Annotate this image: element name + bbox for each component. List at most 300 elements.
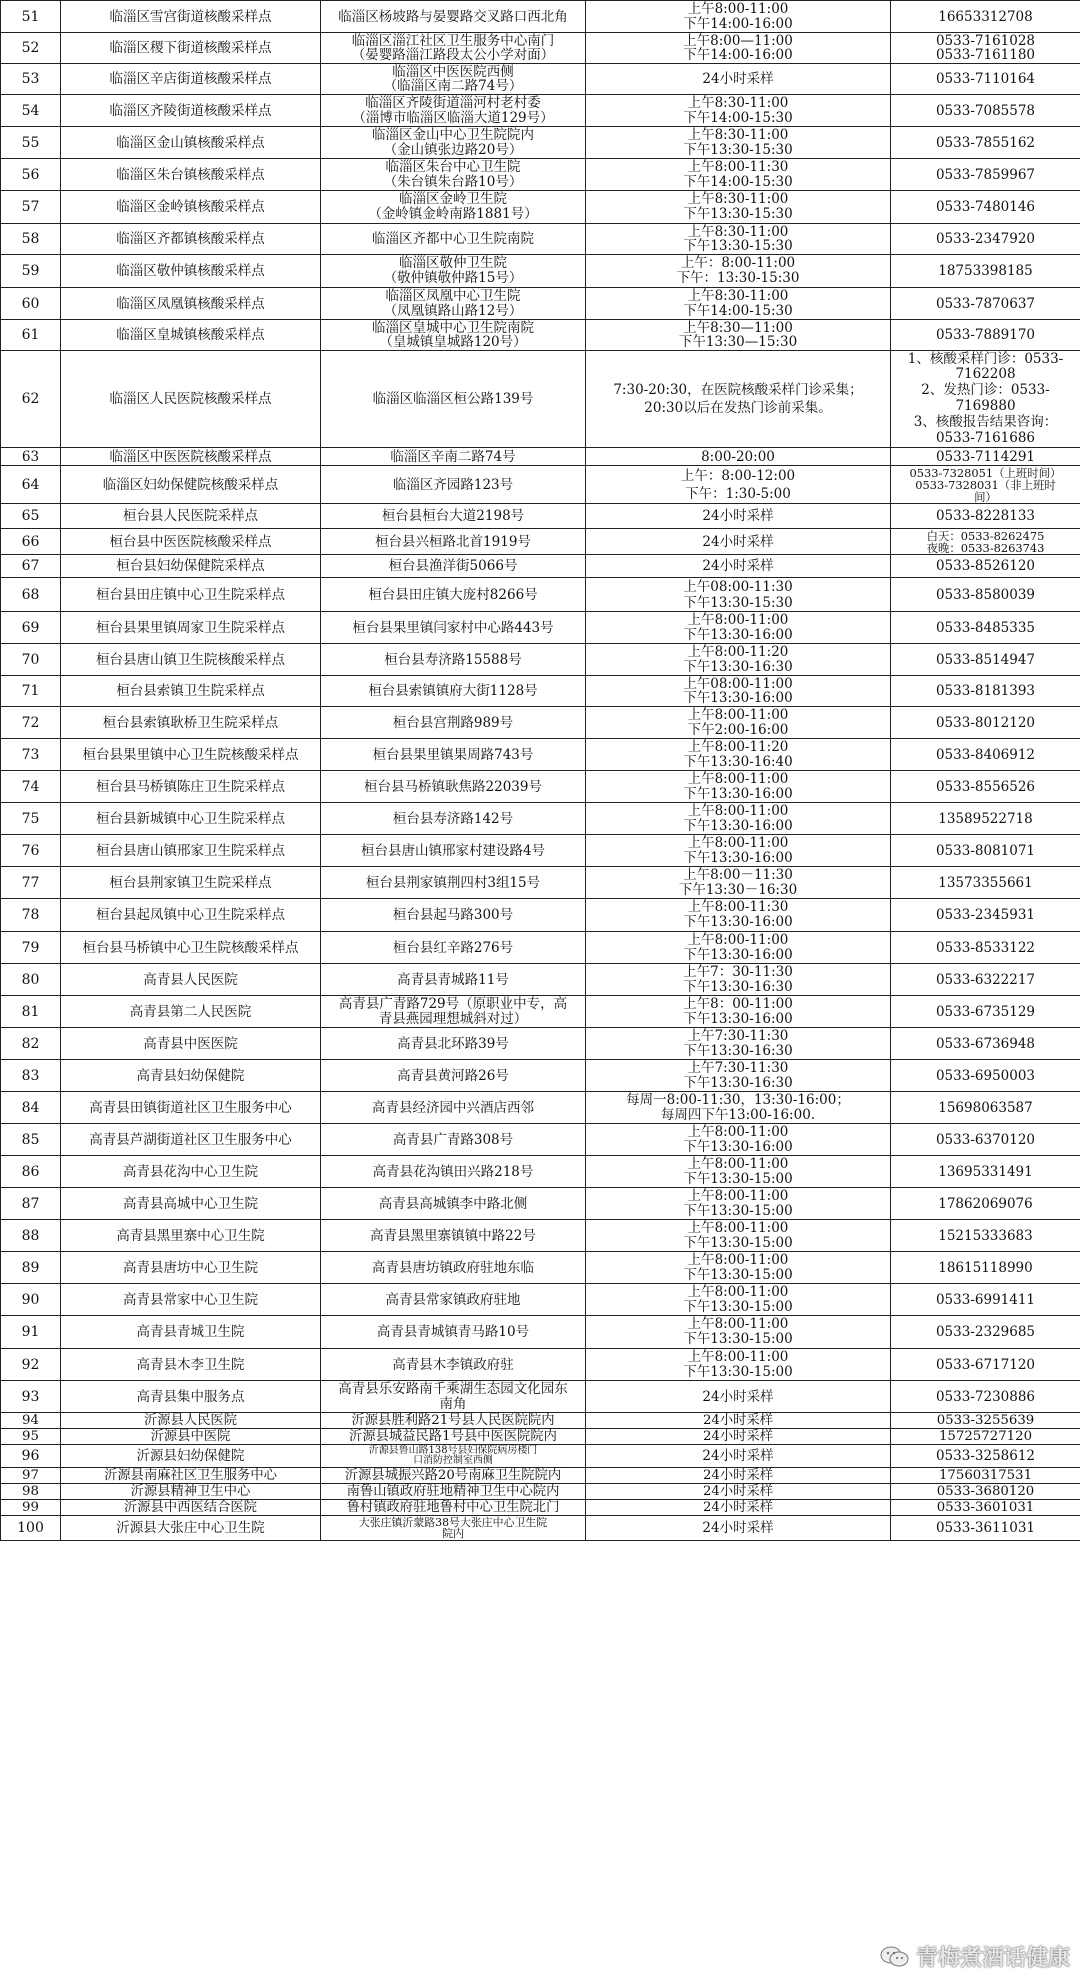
cell-time: 上午8:30-11:00 下午13:30-15:30 bbox=[586, 127, 891, 159]
cell-name: 高青县第二人民医院 bbox=[61, 996, 321, 1028]
cell-time: 上午8:00-11:00 下午13:30-16:00 bbox=[586, 803, 891, 835]
cell-name: 沂源县大张庄中心卫生院 bbox=[61, 1516, 321, 1541]
cell-no: 90 bbox=[1, 1284, 61, 1316]
cell-phone: 1、核酸采样门诊：0533- 7162208 2、发热门诊：0533- 7169880 3、核酸报告结果咨询： 0533-7161686 bbox=[891, 351, 1080, 448]
watermark-text: 青梅煮酒话健康 bbox=[915, 1946, 1070, 1971]
table-row bbox=[1, 1252, 1080, 1284]
cell-no: 82 bbox=[1, 1028, 61, 1060]
cell-name: 高青县妇幼保健院 bbox=[61, 1060, 321, 1092]
cell-time: 上午8:00－11:30 下午13:30－16:30 bbox=[586, 867, 891, 899]
table-row bbox=[1, 191, 1080, 224]
cell-addr: 高青县唐坊镇政府驻地东临 bbox=[321, 1252, 586, 1284]
cell-no: 65 bbox=[1, 504, 61, 529]
cell-time: 上午8:00-11:00 下午13:30-16:00 bbox=[586, 835, 891, 867]
cell-phone: 17560317531 bbox=[891, 1468, 1080, 1484]
cell-no: 77 bbox=[1, 867, 61, 899]
cell-addr: 临淄区齐陵街道淄河村老村委 （淄博市临淄区临淄大道129号） bbox=[321, 95, 586, 127]
cell-phone: 0533-7870637 bbox=[891, 288, 1080, 320]
cell-phone: 15215333683 bbox=[891, 1220, 1080, 1252]
cell-no: 80 bbox=[1, 964, 61, 996]
cell-time: 24小时采样 bbox=[586, 1381, 891, 1413]
cell-phone: 0533-7110164 bbox=[891, 64, 1080, 95]
cell-name: 桓台县马桥镇中心卫生院核酸采样点 bbox=[61, 932, 321, 964]
cell-addr: 高青县黑里寨镇镇中路22号 bbox=[321, 1220, 586, 1252]
cell-phone: 0533-8406912 bbox=[891, 739, 1080, 771]
cell-no: 88 bbox=[1, 1220, 61, 1252]
cell-time: 8:00-20:00 bbox=[586, 448, 891, 466]
cell-phone: 13573355661 bbox=[891, 867, 1080, 899]
cell-addr: 桓台县起马路300号 bbox=[321, 899, 586, 932]
cell-no: 74 bbox=[1, 771, 61, 803]
cell-time: 24小时采样 bbox=[586, 529, 891, 555]
cell-addr: 临淄区辛南二路74号 bbox=[321, 448, 586, 466]
cell-addr: 高青县北环路39号 bbox=[321, 1028, 586, 1060]
cell-addr: 临淄区齐都中心卫生院南院 bbox=[321, 224, 586, 255]
cell-phone: 0533-8012120 bbox=[891, 707, 1080, 739]
cell-no: 99 bbox=[1, 1500, 61, 1516]
cell-addr: 临淄区临淄区桓公路139号 bbox=[321, 351, 586, 448]
cell-name: 桓台县果里镇周家卫生院采样点 bbox=[61, 612, 321, 644]
cell-name: 临淄区齐陵街道核酸采样点 bbox=[61, 95, 321, 127]
cell-time: 上午8:00-11:00 下午13:30-16:00 bbox=[586, 612, 891, 644]
cell-no: 66 bbox=[1, 529, 61, 555]
table-row bbox=[1, 932, 1080, 964]
cell-no: 62 bbox=[1, 351, 61, 448]
cell-time: 上午8:30-11:00 下午13:30-15:30 bbox=[586, 191, 891, 224]
cell-phone: 0533-7114291 bbox=[891, 448, 1080, 466]
cell-name: 沂源县中医院 bbox=[61, 1429, 321, 1445]
cell-name: 桓台县果里镇中心卫生院核酸采样点 bbox=[61, 739, 321, 771]
table-row bbox=[1, 1284, 1080, 1316]
cell-name: 临淄区中医医院核酸采样点 bbox=[61, 448, 321, 466]
cell-time: 上午：8:00-11:00 下午：13:30-15:30 bbox=[586, 255, 891, 288]
cell-no: 91 bbox=[1, 1316, 61, 1349]
cell-time: 24小时采样 bbox=[586, 555, 891, 578]
cell-no: 54 bbox=[1, 95, 61, 127]
cell-no: 98 bbox=[1, 1484, 61, 1500]
cell-phone: 0533-6736948 bbox=[891, 1028, 1080, 1060]
cell-phone: 0533-6735129 bbox=[891, 996, 1080, 1028]
cell-phone: 0533-7889170 bbox=[891, 320, 1080, 351]
cell-addr: 临淄区齐园路123号 bbox=[321, 466, 586, 504]
cell-addr: 桓台县田庄镇大庞村8266号 bbox=[321, 578, 586, 612]
cell-phone: 0533-6991411 bbox=[891, 1284, 1080, 1316]
cell-phone: 白天：0533-8262475 夜晚：0533-8263743 bbox=[891, 529, 1080, 555]
table-row bbox=[1, 1316, 1080, 1349]
cell-phone: 0533-7855162 bbox=[891, 127, 1080, 159]
cell-time: 上午8:00—11:00 下午14:00-16:00 bbox=[586, 33, 891, 64]
cell-phone: 0533-7328051（上班时间） 0533-7328031（非上班时 间） bbox=[891, 466, 1080, 504]
cell-addr: 高青县花沟镇田兴路218号 bbox=[321, 1156, 586, 1188]
cell-no: 87 bbox=[1, 1188, 61, 1220]
cell-time: 24小时采样 bbox=[586, 504, 891, 529]
cell-phone: 0533-3611031 bbox=[891, 1516, 1080, 1541]
cell-time: 上午8:00-11:00 下午13:30-15:00 bbox=[586, 1252, 891, 1284]
cell-name: 沂源县人民医院 bbox=[61, 1413, 321, 1429]
cell-no: 75 bbox=[1, 803, 61, 835]
cell-no: 69 bbox=[1, 612, 61, 644]
cell-phone: 16653312708 bbox=[891, 1, 1080, 33]
cell-time: 24小时采样 bbox=[586, 64, 891, 95]
cell-addr: 桓台县荆家镇荆四村3组15号 bbox=[321, 867, 586, 899]
cell-time: 24小时采样 bbox=[586, 1516, 891, 1541]
cell-addr: 沂源县鲁山路138号县妇保院病房楼门 口消防控制室西侧 bbox=[321, 1445, 586, 1468]
cell-time: 24小时采样 bbox=[586, 1445, 891, 1468]
cell-time: 24小时采样 bbox=[586, 1484, 891, 1500]
cell-name: 临淄区金岭镇核酸采样点 bbox=[61, 191, 321, 224]
cell-no: 94 bbox=[1, 1413, 61, 1429]
cell-no: 76 bbox=[1, 835, 61, 867]
table-row bbox=[1, 33, 1080, 64]
cell-name: 临淄区金山镇核酸采样点 bbox=[61, 127, 321, 159]
cell-name: 临淄区雪宫街道核酸采样点 bbox=[61, 1, 321, 33]
cell-time: 上午8:00-11:30 下午13:30-16:00 bbox=[586, 899, 891, 932]
cell-name: 高青县唐坊中心卫生院 bbox=[61, 1252, 321, 1284]
table-row bbox=[1, 867, 1080, 899]
cell-no: 81 bbox=[1, 996, 61, 1028]
cell-phone: 0533-7480146 bbox=[891, 191, 1080, 224]
cell-phone: 0533-7230886 bbox=[891, 1381, 1080, 1413]
cell-phone: 0533-3680120 bbox=[891, 1484, 1080, 1500]
table-row bbox=[1, 1028, 1080, 1060]
table-row bbox=[1, 466, 1080, 504]
cell-time: 上午7:30-11:30 下午13:30-16:30 bbox=[586, 1060, 891, 1092]
table-row bbox=[1, 1468, 1080, 1484]
cell-addr: 沂源县城振兴路20号南麻卫生院院内 bbox=[321, 1468, 586, 1484]
cell-name: 临淄区辛店街道核酸采样点 bbox=[61, 64, 321, 95]
cell-no: 96 bbox=[1, 1445, 61, 1468]
cell-phone: 0533-7161028 0533-7161180 bbox=[891, 33, 1080, 64]
cell-time: 24小时采样 bbox=[586, 1413, 891, 1429]
table-row bbox=[1, 644, 1080, 676]
cell-addr: 桓台县唐山镇邢家村建设路4号 bbox=[321, 835, 586, 867]
cell-name: 临淄区妇幼保健院核酸采样点 bbox=[61, 466, 321, 504]
cell-addr: 高青县乐安路南千乘湖生态园文化园东 南角 bbox=[321, 1381, 586, 1413]
cell-addr: 临淄区敬仲卫生院 （敬仲镇敬仲路15号） bbox=[321, 255, 586, 288]
table-row bbox=[1, 288, 1080, 320]
cell-no: 92 bbox=[1, 1349, 61, 1381]
cell-addr: 桓台县渔洋街5066号 bbox=[321, 555, 586, 578]
table-row bbox=[1, 224, 1080, 255]
cell-phone: 13695331491 bbox=[891, 1156, 1080, 1188]
cell-no: 93 bbox=[1, 1381, 61, 1413]
cell-no: 100 bbox=[1, 1516, 61, 1541]
table-row bbox=[1, 1413, 1080, 1429]
cell-name: 高青县中医医院 bbox=[61, 1028, 321, 1060]
cell-time: 上午8:00-11:00 下午13:30-15:00 bbox=[586, 1188, 891, 1220]
cell-no: 67 bbox=[1, 555, 61, 578]
cell-time: 上午8:00-11:20 下午13:30-16:40 bbox=[586, 739, 891, 771]
cell-no: 68 bbox=[1, 578, 61, 612]
cell-addr: 桓台县红辛路276号 bbox=[321, 932, 586, 964]
cell-time: 上午8:00-11:00 下午13:30-15:00 bbox=[586, 1349, 891, 1381]
cell-no: 83 bbox=[1, 1060, 61, 1092]
cell-addr: 高青县木李镇政府驻 bbox=[321, 1349, 586, 1381]
cell-no: 78 bbox=[1, 899, 61, 932]
cell-phone: 0533-3258612 bbox=[891, 1445, 1080, 1468]
cell-time: 每周一8:00-11:30，13:30-16:00； 每周四下午13:00-16:00. bbox=[586, 1092, 891, 1124]
cell-name: 桓台县田庄镇中心卫生院采样点 bbox=[61, 578, 321, 612]
cell-name: 临淄区皇城镇核酸采样点 bbox=[61, 320, 321, 351]
table-row bbox=[1, 351, 1080, 448]
table-row bbox=[1, 1, 1080, 33]
cell-phone: 0533-6950003 bbox=[891, 1060, 1080, 1092]
table-row bbox=[1, 835, 1080, 867]
cell-addr: 高青县广青路308号 bbox=[321, 1124, 586, 1156]
cell-no: 73 bbox=[1, 739, 61, 771]
cell-addr: 临淄区凤凰中心卫生院 （凤凰镇路山路12号） bbox=[321, 288, 586, 320]
cell-no: 85 bbox=[1, 1124, 61, 1156]
cell-no: 97 bbox=[1, 1468, 61, 1484]
table-row bbox=[1, 1060, 1080, 1092]
table-row bbox=[1, 1349, 1080, 1381]
cell-name: 高青县黑里寨中心卫生院 bbox=[61, 1220, 321, 1252]
cell-time: 上午8:30—11:00 下午13:30—15:30 bbox=[586, 320, 891, 351]
table-row bbox=[1, 1484, 1080, 1500]
cell-name: 桓台县人民医院采样点 bbox=[61, 504, 321, 529]
cell-time: 上午08:00-11:00 下午13:30-16:00 bbox=[586, 676, 891, 707]
cell-no: 79 bbox=[1, 932, 61, 964]
cell-phone: 0533-6717120 bbox=[891, 1349, 1080, 1381]
cell-name: 临淄区齐都镇核酸采样点 bbox=[61, 224, 321, 255]
cell-phone: 0533-7085578 bbox=[891, 95, 1080, 127]
cell-phone: 0533-6370120 bbox=[891, 1124, 1080, 1156]
table-row bbox=[1, 1381, 1080, 1413]
cell-phone: 0533-2347920 bbox=[891, 224, 1080, 255]
cell-name: 沂源县妇幼保健院 bbox=[61, 1445, 321, 1468]
table-row bbox=[1, 320, 1080, 351]
cell-name: 高青县集中服务点 bbox=[61, 1381, 321, 1413]
cell-name: 高青县高城中心卫生院 bbox=[61, 1188, 321, 1220]
table-row bbox=[1, 1220, 1080, 1252]
cell-phone: 0533-2329685 bbox=[891, 1316, 1080, 1349]
cell-time: 24小时采样 bbox=[586, 1429, 891, 1445]
table-row bbox=[1, 64, 1080, 95]
cell-name: 临淄区敬仲镇核酸采样点 bbox=[61, 255, 321, 288]
cell-addr: 鲁村镇政府驻地鲁村中心卫生院北门 bbox=[321, 1500, 586, 1516]
cell-name: 沂源县南麻社区卫生服务中心 bbox=[61, 1468, 321, 1484]
cell-name: 桓台县马桥镇陈庄卫生院采样点 bbox=[61, 771, 321, 803]
cell-phone: 15698063587 bbox=[891, 1092, 1080, 1124]
cell-no: 52 bbox=[1, 33, 61, 64]
cell-addr: 桓台县寿济路142号 bbox=[321, 803, 586, 835]
table-row bbox=[1, 899, 1080, 932]
cell-name: 临淄区人民医院核酸采样点 bbox=[61, 351, 321, 448]
cell-addr: 临淄区杨坡路与晏婴路交叉路口西北角 bbox=[321, 1, 586, 33]
cell-time: 上午8:00-11:00 下午13:30-15:00 bbox=[586, 1220, 891, 1252]
cell-addr: 临淄区金山中心卫生院院内 （金山镇张边路20号） bbox=[321, 127, 586, 159]
cell-addr: 桓台县兴桓路北首1919号 bbox=[321, 529, 586, 555]
cell-addr: 桓台县马桥镇耿焦路22039号 bbox=[321, 771, 586, 803]
cell-addr: 高青县黄河路26号 bbox=[321, 1060, 586, 1092]
cell-phone: 0533-8514947 bbox=[891, 644, 1080, 676]
table-row bbox=[1, 964, 1080, 996]
cell-no: 56 bbox=[1, 159, 61, 191]
cell-no: 59 bbox=[1, 255, 61, 288]
cell-phone: 0533-7859967 bbox=[891, 159, 1080, 191]
cell-name: 高青县人民医院 bbox=[61, 964, 321, 996]
table-row bbox=[1, 739, 1080, 771]
cell-name: 高青县青城卫生院 bbox=[61, 1316, 321, 1349]
cell-no: 63 bbox=[1, 448, 61, 466]
table-row bbox=[1, 1516, 1080, 1541]
cell-time: 上午8:00-11:00 下午13:30-16:00 bbox=[586, 771, 891, 803]
cell-phone: 0533-2345931 bbox=[891, 899, 1080, 932]
cell-phone: 0533-3601031 bbox=[891, 1500, 1080, 1516]
cell-name: 高青县芦湖街道社区卫生服务中心 bbox=[61, 1124, 321, 1156]
cell-name: 临淄区朱台镇核酸采样点 bbox=[61, 159, 321, 191]
cell-name: 桓台县索镇耿桥卫生院采样点 bbox=[61, 707, 321, 739]
cell-name: 桓台县中医医院核酸采样点 bbox=[61, 529, 321, 555]
cell-time: 上午8：00-11:00 下午13:30-16:00 bbox=[586, 996, 891, 1028]
cell-no: 64 bbox=[1, 466, 61, 504]
cell-time: 上午：8:00-12:00 下午：1:30-5:00 bbox=[586, 466, 891, 504]
cell-time: 上午8:00-11:00 下午13:30-15:00 bbox=[586, 1156, 891, 1188]
cell-no: 58 bbox=[1, 224, 61, 255]
cell-name: 临淄区稷下街道核酸采样点 bbox=[61, 33, 321, 64]
cell-name: 桓台县唐山镇卫生院核酸采样点 bbox=[61, 644, 321, 676]
cell-no: 70 bbox=[1, 644, 61, 676]
cell-addr: 桓台县宫荆路989号 bbox=[321, 707, 586, 739]
cell-no: 86 bbox=[1, 1156, 61, 1188]
cell-name: 沂源县精神卫生中心 bbox=[61, 1484, 321, 1500]
cell-time: 上午8:00-11:00 下午13:30-16:00 bbox=[586, 932, 891, 964]
cell-name: 桓台县新城镇中心卫生院采样点 bbox=[61, 803, 321, 835]
table-row bbox=[1, 1188, 1080, 1220]
cell-time: 7:30-20:30，在医院核酸采样门诊采集； 20:30以后在发热门诊前采集。 bbox=[586, 351, 891, 448]
table-row bbox=[1, 1156, 1080, 1188]
cell-name: 高青县常家中心卫生院 bbox=[61, 1284, 321, 1316]
cell-addr: 沂源县胜利路21号县人民医院院内 bbox=[321, 1413, 586, 1429]
cell-phone: 0533-8081071 bbox=[891, 835, 1080, 867]
cell-phone: 0533-8580039 bbox=[891, 578, 1080, 612]
cell-time: 上午8:30-11:00 下午14:00-15:30 bbox=[586, 95, 891, 127]
cell-addr: 高青县青城路11号 bbox=[321, 964, 586, 996]
cell-phone: 13589522718 bbox=[891, 803, 1080, 835]
table-row bbox=[1, 95, 1080, 127]
table-row bbox=[1, 1429, 1080, 1445]
cell-name: 桓台县起凤镇中心卫生院采样点 bbox=[61, 899, 321, 932]
cell-addr: 临淄区金岭卫生院 （金岭镇金岭南路1881号） bbox=[321, 191, 586, 224]
table-row bbox=[1, 504, 1080, 529]
watermark bbox=[880, 1941, 1070, 1972]
cell-addr: 沂源县城益民路1号县中医医院院内 bbox=[321, 1429, 586, 1445]
table-row bbox=[1, 529, 1080, 555]
cell-name: 临淄区凤凰镇核酸采样点 bbox=[61, 288, 321, 320]
table-row bbox=[1, 612, 1080, 644]
cell-phone: 0533-8533122 bbox=[891, 932, 1080, 964]
cell-name: 沂源县中西医结合医院 bbox=[61, 1500, 321, 1516]
cell-time: 上午7：30-11:30 下午13:30-16:30 bbox=[586, 964, 891, 996]
table-row bbox=[1, 255, 1080, 288]
cell-addr: 高青县广青路729号（原职业中专，高 青县燕园理想城斜对过） bbox=[321, 996, 586, 1028]
cell-addr: 桓台县果里镇闫家村中心路443号 bbox=[321, 612, 586, 644]
cell-name: 高青县花沟中心卫生院 bbox=[61, 1156, 321, 1188]
cell-no: 84 bbox=[1, 1092, 61, 1124]
cell-time: 上午7:30-11:30 下午13:30-16:30 bbox=[586, 1028, 891, 1060]
cell-addr: 高青县高城镇李中路北侧 bbox=[321, 1188, 586, 1220]
cell-phone: 18753398185 bbox=[891, 255, 1080, 288]
cell-no: 71 bbox=[1, 676, 61, 707]
cell-time: 上午8:00-11:00 下午14:00-16:00 bbox=[586, 1, 891, 33]
cell-no: 53 bbox=[1, 64, 61, 95]
cell-phone: 0533-3255639 bbox=[891, 1413, 1080, 1429]
cell-addr: 高青县经济园中兴酒店西邻 bbox=[321, 1092, 586, 1124]
cell-phone: 0533-8181393 bbox=[891, 676, 1080, 707]
cell-time: 上午8:00-11:20 下午13:30-16:30 bbox=[586, 644, 891, 676]
table-row bbox=[1, 555, 1080, 578]
cell-no: 51 bbox=[1, 1, 61, 33]
cell-time: 上午8:00-11:00 下午13:30-16:00 bbox=[586, 1124, 891, 1156]
cell-no: 95 bbox=[1, 1429, 61, 1445]
cell-phone: 0533-6322217 bbox=[891, 964, 1080, 996]
cell-no: 72 bbox=[1, 707, 61, 739]
cell-name: 桓台县唐山镇邢家卫生院采样点 bbox=[61, 835, 321, 867]
cell-time: 24小时采样 bbox=[586, 1500, 891, 1516]
table-row bbox=[1, 771, 1080, 803]
table-row bbox=[1, 996, 1080, 1028]
cell-name: 桓台县索镇卫生院采样点 bbox=[61, 676, 321, 707]
table-row bbox=[1, 707, 1080, 739]
cell-no: 89 bbox=[1, 1252, 61, 1284]
table-row bbox=[1, 159, 1080, 191]
table-row bbox=[1, 1445, 1080, 1468]
table-row bbox=[1, 1500, 1080, 1516]
cell-name: 高青县木李卫生院 bbox=[61, 1349, 321, 1381]
table-row bbox=[1, 676, 1080, 707]
cell-addr: 临淄区朱台中心卫生院 （朱台镇朱台路10号） bbox=[321, 159, 586, 191]
table-row bbox=[1, 803, 1080, 835]
cell-addr: 临淄区皇城中心卫生院南院 （皇城镇皇城路120号） bbox=[321, 320, 586, 351]
table-row bbox=[1, 127, 1080, 159]
cell-addr: 桓台县寿济路15588号 bbox=[321, 644, 586, 676]
cell-name: 桓台县荆家镇卫生院采样点 bbox=[61, 867, 321, 899]
cell-addr: 高青县青城镇青马路10号 bbox=[321, 1316, 586, 1349]
cell-time: 上午8:00-11:00 下午2:00-16:00 bbox=[586, 707, 891, 739]
cell-no: 57 bbox=[1, 191, 61, 224]
table-row bbox=[1, 578, 1080, 612]
wechat-icon bbox=[880, 1945, 910, 1969]
cell-addr: 大张庄镇沂蒙路38号大张庄中心卫生院 院内 bbox=[321, 1516, 586, 1541]
cell-no: 55 bbox=[1, 127, 61, 159]
cell-addr: 桓台县果里镇果周路743号 bbox=[321, 739, 586, 771]
cell-phone: 0533-8526120 bbox=[891, 555, 1080, 578]
table-row bbox=[1, 1124, 1080, 1156]
cell-time: 上午8:00-11:00 下午13:30-15:00 bbox=[586, 1284, 891, 1316]
cell-addr: 桓台县桓台大道2198号 bbox=[321, 504, 586, 529]
cell-name: 高青县田镇街道社区卫生服务中心 bbox=[61, 1092, 321, 1124]
cell-phone: 0533-8556526 bbox=[891, 771, 1080, 803]
cell-addr: 高青县常家镇政府驻地 bbox=[321, 1284, 586, 1316]
cell-addr: 南鲁山镇政府驻地精神卫生中心院内 bbox=[321, 1484, 586, 1500]
table-row bbox=[1, 448, 1080, 466]
cell-name: 桓台县妇幼保健院采样点 bbox=[61, 555, 321, 578]
cell-phone: 18615118990 bbox=[891, 1252, 1080, 1284]
cell-phone: 0533-8228133 bbox=[891, 504, 1080, 529]
cell-addr: 临淄区中医医院西侧 （临淄区南二路74号） bbox=[321, 64, 586, 95]
cell-phone: 0533-8485335 bbox=[891, 612, 1080, 644]
cell-time: 上午8:30-11:00 下午14:00-15:30 bbox=[586, 288, 891, 320]
cell-addr: 桓台县索镇镇府大街1128号 bbox=[321, 676, 586, 707]
cell-phone: 17862069076 bbox=[891, 1188, 1080, 1220]
cell-addr: 临淄区淄江社区卫生服务中心南门 （晏婴路淄江路段太公小学对面） bbox=[321, 33, 586, 64]
cell-time: 上午8:30-11:00 下午13:30-15:30 bbox=[586, 224, 891, 255]
cell-no: 60 bbox=[1, 288, 61, 320]
cell-time: 24小时采样 bbox=[586, 1468, 891, 1484]
cell-time: 上午8:00-11:00 下午13:30-15:00 bbox=[586, 1316, 891, 1349]
cell-phone: 15725727120 bbox=[891, 1429, 1080, 1445]
table-row bbox=[1, 1092, 1080, 1124]
